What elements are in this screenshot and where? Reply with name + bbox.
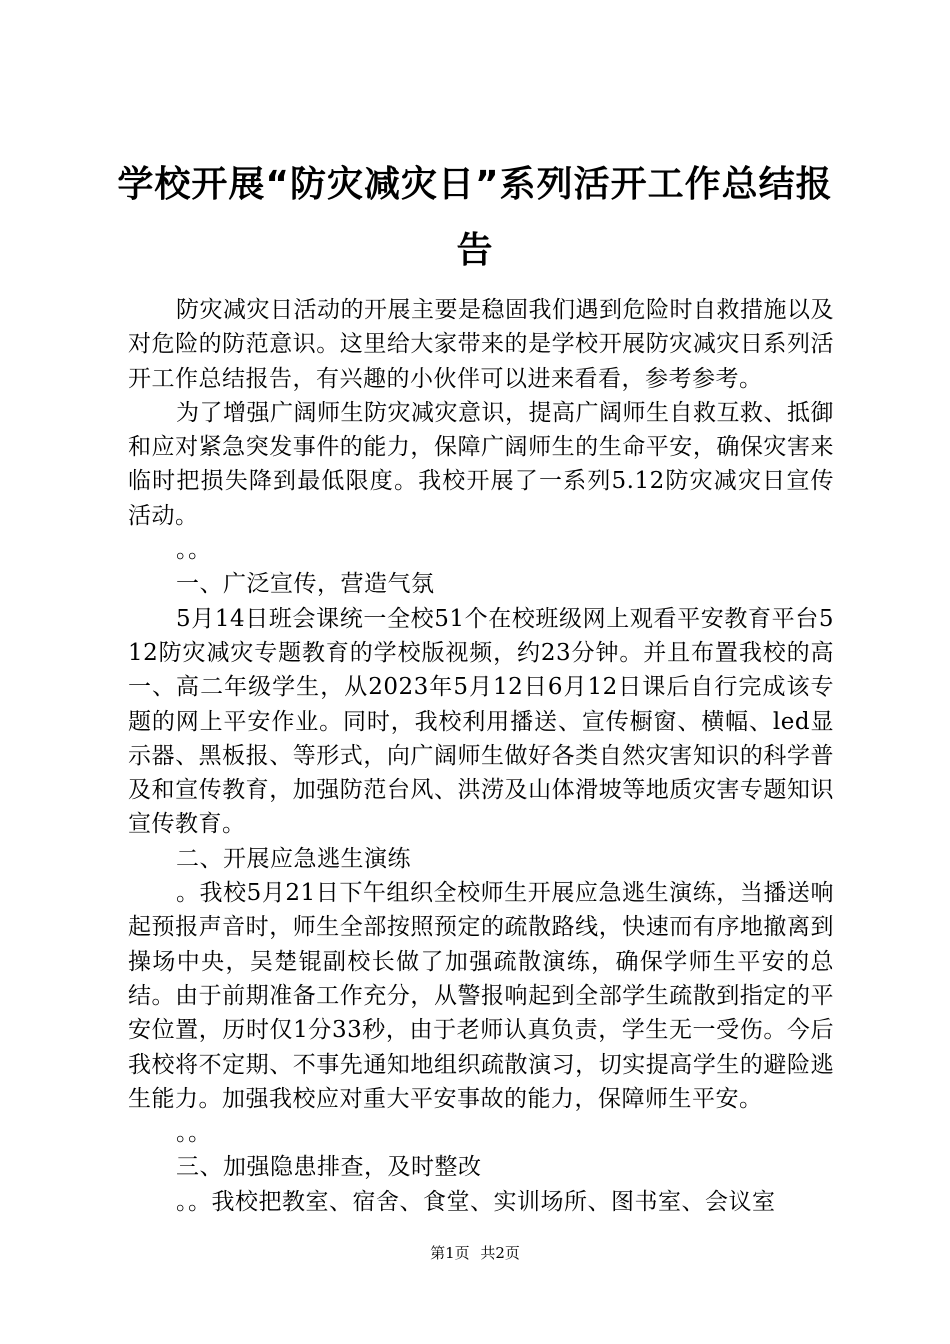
section-heading-2: 二、开展应急逃生演练 [176, 845, 411, 872]
document-title: 学校开展“防灾减灾日”系列活开工作总结报告 [117, 164, 833, 271]
section-3-paragraph: 。。我校把教室、宿舍、食堂、实训场所、图书室、会议室 [176, 1188, 776, 1215]
document-body [128, 293, 834, 1219]
page-footer [0, 1243, 950, 1263]
page-number: 第1页 [430, 1244, 470, 1262]
intro-paragraph: 防灾减灾日活动的开展主要是稳固我们遇到危险时自救措施以及对危险的防范意识。这里给大家带来的是学校开展防灾减灾日系列活开工作总结报告，有兴趣的小伙伴可以进来看看，参考参考。 [128, 297, 834, 392]
page-total: 共2页 [480, 1244, 520, 1262]
purpose-paragraph: 为了增强广阔师生防灾减灾意识，提高广阔师生自救互救、抵御和应对紧急突发事件的能力，保障广阔师生的生命平安，确保灾害来临时把损失降到最低限度。我校开展了一系列5.12防灾减灾日宣传活动。 [128, 399, 834, 529]
section-heading-1: 一、广泛宣传，营造气氛 [176, 571, 435, 598]
separator-line: 。。 [176, 537, 212, 564]
section-2-paragraph: 。我校5月21日下午组织全校师生开展应急逃生演练，当播送响起预报声音时，师生全部按照预定的疏散路线，快速而有序地撤离到操场中央，吴楚锟副校长做了加强疏散演练，确保学师生平安的总结。由于前期准备工作充分，从警报响起到全部学生疏散到指定的平安位置，历时仅1分33秒，由于老师认真负责，学生无一受伤。今后我校将不定期、不事先通知地组织疏散演习，切实提高学生的避险逃生能力。加强我校应对重大平安事故的能力，保障师生平安。 [128, 880, 834, 1112]
separator-line: 。。 [176, 1120, 212, 1147]
section-1-paragraph: 5月14日班会课统一全校51个在校班级网上观看平安教育平台512防灾减灾专题教育的学校版视频，约23分钟。并且布置我校的高一、高二年级学生，从2023年5月12日6月12日课后自行完成该专题的网上平安作业。同时，我校利用播送、宣传橱窗、横幅、led显示器、黑板报、等形式，向广阔师生做好各类自然灾害知识的科学普及和宣传教育，加强防范台风、洪涝及山体滑坡等地质灾害专题知识宣传教育。 [128, 605, 834, 838]
section-heading-3: 三、加强隐患排查，及时整改 [176, 1154, 482, 1181]
